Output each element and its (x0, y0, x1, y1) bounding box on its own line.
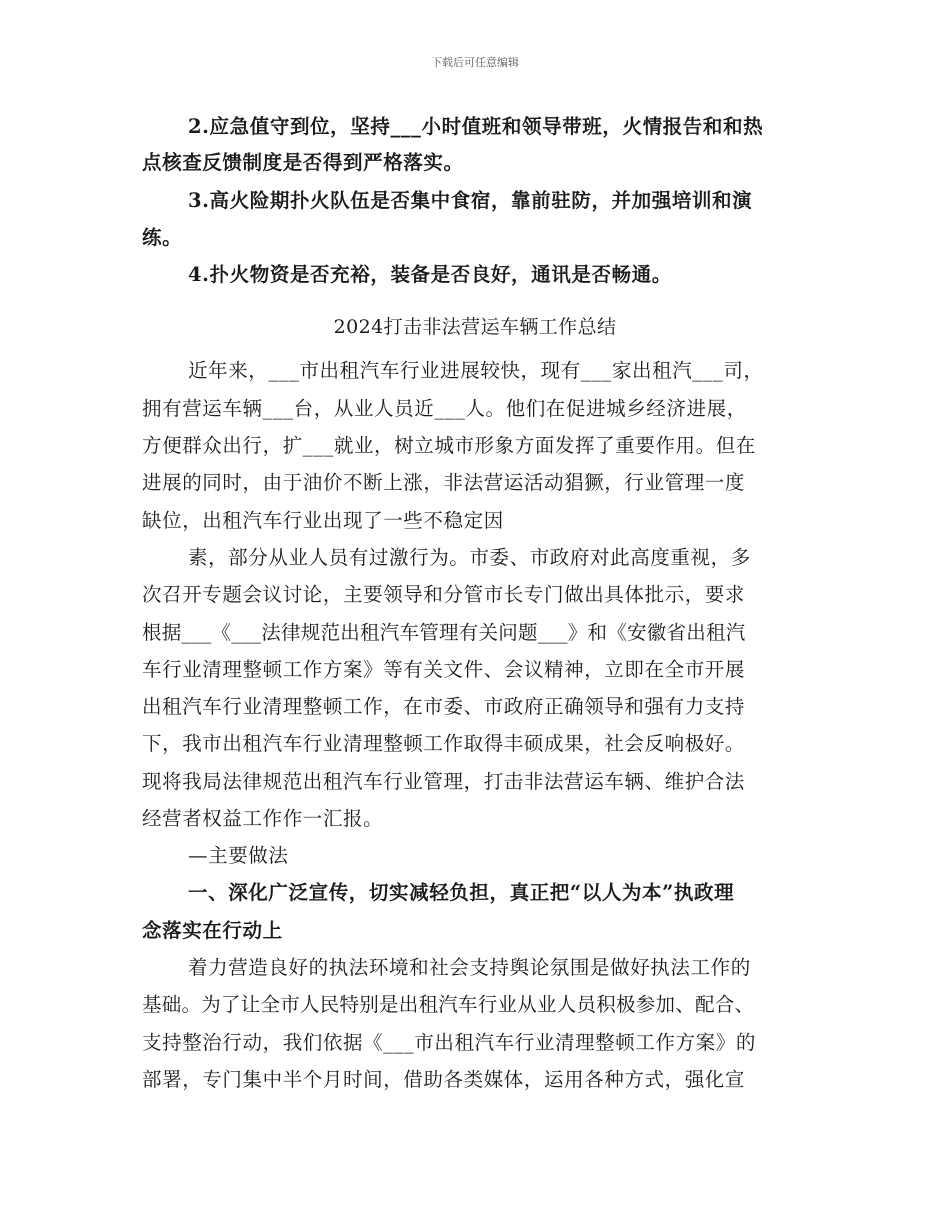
section1-body-line-2: 基础。为了让全市人民特别是出租汽车行业从业人员积极参加、配合、 (142, 993, 755, 1016)
para1-line-3: 方便群众出行，扩___就业，树立城市形象方面发挥了重要作用。但在 (142, 434, 756, 457)
section1-body-line-1: 着力营造良好的执法环境和社会支持舆论氛围是做好执法工作的 (188, 956, 751, 979)
article-title: 2024打击非法营运车辆工作总结 (333, 316, 617, 338)
para2-line-6: 下，我市出租汽车行业清理整顿工作取得丰硕成果，社会反响极好。 (142, 732, 746, 755)
prior-line-3: 3.高火险期扑火队伍是否集中食宿，靠前驻防，并加强培训和演 (188, 189, 753, 212)
subheading-main-practices: —主要做法 (188, 844, 289, 867)
para1-line-5: 缺位，出租汽车行业出现了一些不稳定因 (142, 509, 504, 532)
para2-line-2: 次召开专题会议讨论，主要领导和分管市长专门做出具体批示，要求 (142, 583, 746, 606)
para2-line-1: 素，部分从业人员有过激行为。市委、市政府对此高度重视，多 (188, 546, 751, 569)
section1-body-line-3: 支持整治行动，我们依据《___市出租汽车行业清理整顿工作方案》的 (142, 1031, 756, 1054)
prior-line-5: 4.扑火物资是否充裕，装备是否良好，通讯是否畅通。 (188, 263, 672, 286)
para2-line-4: 车行业清理整顿工作方案》等有关文件、会议精神，立即在全市开展 (142, 658, 746, 681)
para1-line-1: 近年来，___市出租汽车行业进展较快，现有___家出租汽___司， (188, 359, 764, 382)
para1-line-4: 进展的同时，由于油价不断上涨，非法营运活动猖獗，行业管理一度 (142, 471, 746, 494)
para2-line-7: 现将我局法律规范出租汽车行业管理，打击非法营运车辆、维护合法 (142, 770, 746, 793)
prior-line-2: 点核查反馈制度是否得到严格落实。 (142, 151, 464, 174)
prior-line-4: 练。 (142, 226, 183, 249)
para2-line-3: 根据___《___法律规范出租汽车管理有关问题___》和《安徽省出租汽 (142, 621, 746, 644)
prior-line-1: 2.应急值守到位，坚持___小时值班和领导带班，火情报告和和热 (188, 115, 764, 138)
section1-body-line-4: 部署，专门集中半个月时间，借助各类媒体，运用各种方式，强化宣 (142, 1068, 746, 1091)
section1-heading-line-2: 念落实在行动上 (142, 919, 283, 942)
page-header-note: 下载后可任意编辑 (431, 56, 519, 69)
section1-heading-line-1: 一、深化广泛宣传，切实减轻负担，真正把“以人为本”执政理 (188, 881, 735, 904)
para2-line-5: 出租汽车行业清理整顿工作，在市委、市政府正确领导和强有力支持 (142, 695, 746, 718)
para1-line-2: 拥有营运车辆___台，从业人员近___人。他们在促进城乡经济进展， (142, 397, 747, 420)
para2-line-8: 经营者权益工作作一汇报。 (142, 807, 384, 830)
